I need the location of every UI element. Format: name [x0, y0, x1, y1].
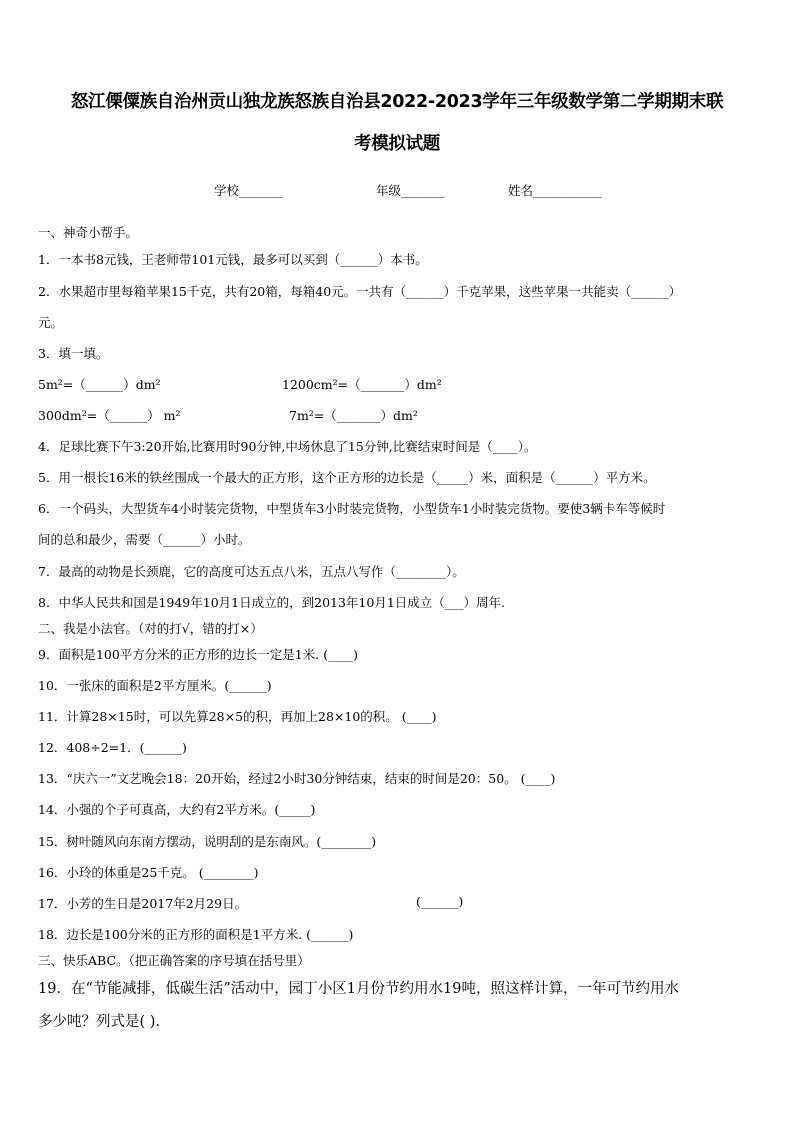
section-heading-3: 三、快乐ABC。（把正确答案的序号填在括号里）	[38, 953, 310, 968]
question-19-line1: 19．在“节能减排，低碳生活”活动中，园丁小区1月份节约用水19吨，照这样计算，一年可节约用水	[38, 981, 679, 997]
name-field: 姓名___________	[508, 183, 602, 198]
question-19-line2: 多少吨？列式是( ).	[38, 1014, 161, 1030]
question-3-item-c: 300dm²=（______） m²	[38, 408, 181, 423]
section-heading-1: 一、神奇小帮手。	[38, 225, 139, 240]
question-17: 17．小芳的生日是2017年2月29日。	[38, 896, 248, 911]
question-8: 8．中华人民共和国是1949年10月1日成立的，到2013年10月1日成立（___）周年.	[38, 595, 506, 610]
exam-title-line2: 考模拟试题	[354, 134, 440, 154]
school-field: 学校_______	[214, 183, 283, 198]
question-2-line2: 元。	[38, 315, 64, 330]
question-18: 18．边长是100分米的正方形的面积是1平方米. (______)	[38, 927, 354, 942]
grade-field: 年级_______	[376, 183, 445, 198]
question-7: 7．最高的动物是长颈鹿，它的高度可达五点八米，五点八写作（________）。	[38, 564, 465, 579]
exam-title-line1: 怒江傈僳族自治州贡山独龙族怒族自治县2022-2023学年三年级数学第二学期期末联	[70, 92, 724, 112]
question-2-line1: 2．水果超市里每箱苹果15千克，共有20箱，每箱40元。一共有（______）千克苹果，这些苹果一共能卖（______）	[38, 284, 682, 299]
question-15: 15．树叶随风向东南方摆动，说明刮的是东南风。(________)	[38, 834, 377, 849]
question-9: 9．面积是100平方分米的正方形的边长一定是1米. (____)	[38, 647, 358, 662]
question-6-line1: 6．一个码头，大型货车4小时装完货物，中型货车3小时装完货物，小型货车1小时装完货物。要使3辆卡车等候时	[38, 501, 666, 516]
question-6-line2: 间的总和最少，需要（______）小时。	[38, 532, 251, 547]
question-17-answer-blank: (______)	[416, 894, 464, 909]
question-4: 4．足球比赛下午3:20开始,比赛用时90分钟,中场休息了15分钟,比赛结束时间是（____）。	[38, 439, 537, 454]
question-12: 12．408÷2=1．(______)	[38, 740, 187, 755]
question-3: 3．填一填。	[38, 346, 109, 361]
question-16: 16．小玲的体重是25千克。 (________)	[38, 865, 259, 880]
question-13: 13．“庆六一”文艺晚会18：20开始，经过2小时30分钟结束，结束的时间是20：50。 (____)	[38, 771, 556, 786]
section-heading-2: 二、我是小法官。（对的打√，错的打×）	[38, 621, 263, 636]
question-1: 1．一本书8元钱，王老师带101元钱，最多可以买到（______）本书。	[38, 252, 428, 267]
question-3-item-a: 5m²=（______）dm²	[38, 377, 161, 392]
question-3-item-b: 1200cm²=（_______）dm²	[282, 377, 442, 392]
question-11: 11．计算28×15时，可以先算28×5的积，再加上28×10的积。 (____)	[38, 709, 437, 724]
question-14: 14．小强的个子可真高，大约有2平方米。(_____)	[38, 802, 316, 817]
question-3-item-d: 7m²=（_______）dm²	[289, 408, 418, 423]
question-10: 10．一张床的面积是2平方厘米。(______)	[38, 678, 272, 693]
question-5: 5．用一根长16米的铁丝围成一个最大的正方形，这个正方形的边长是（_____）米，面积是（______）平方米。	[38, 470, 656, 485]
